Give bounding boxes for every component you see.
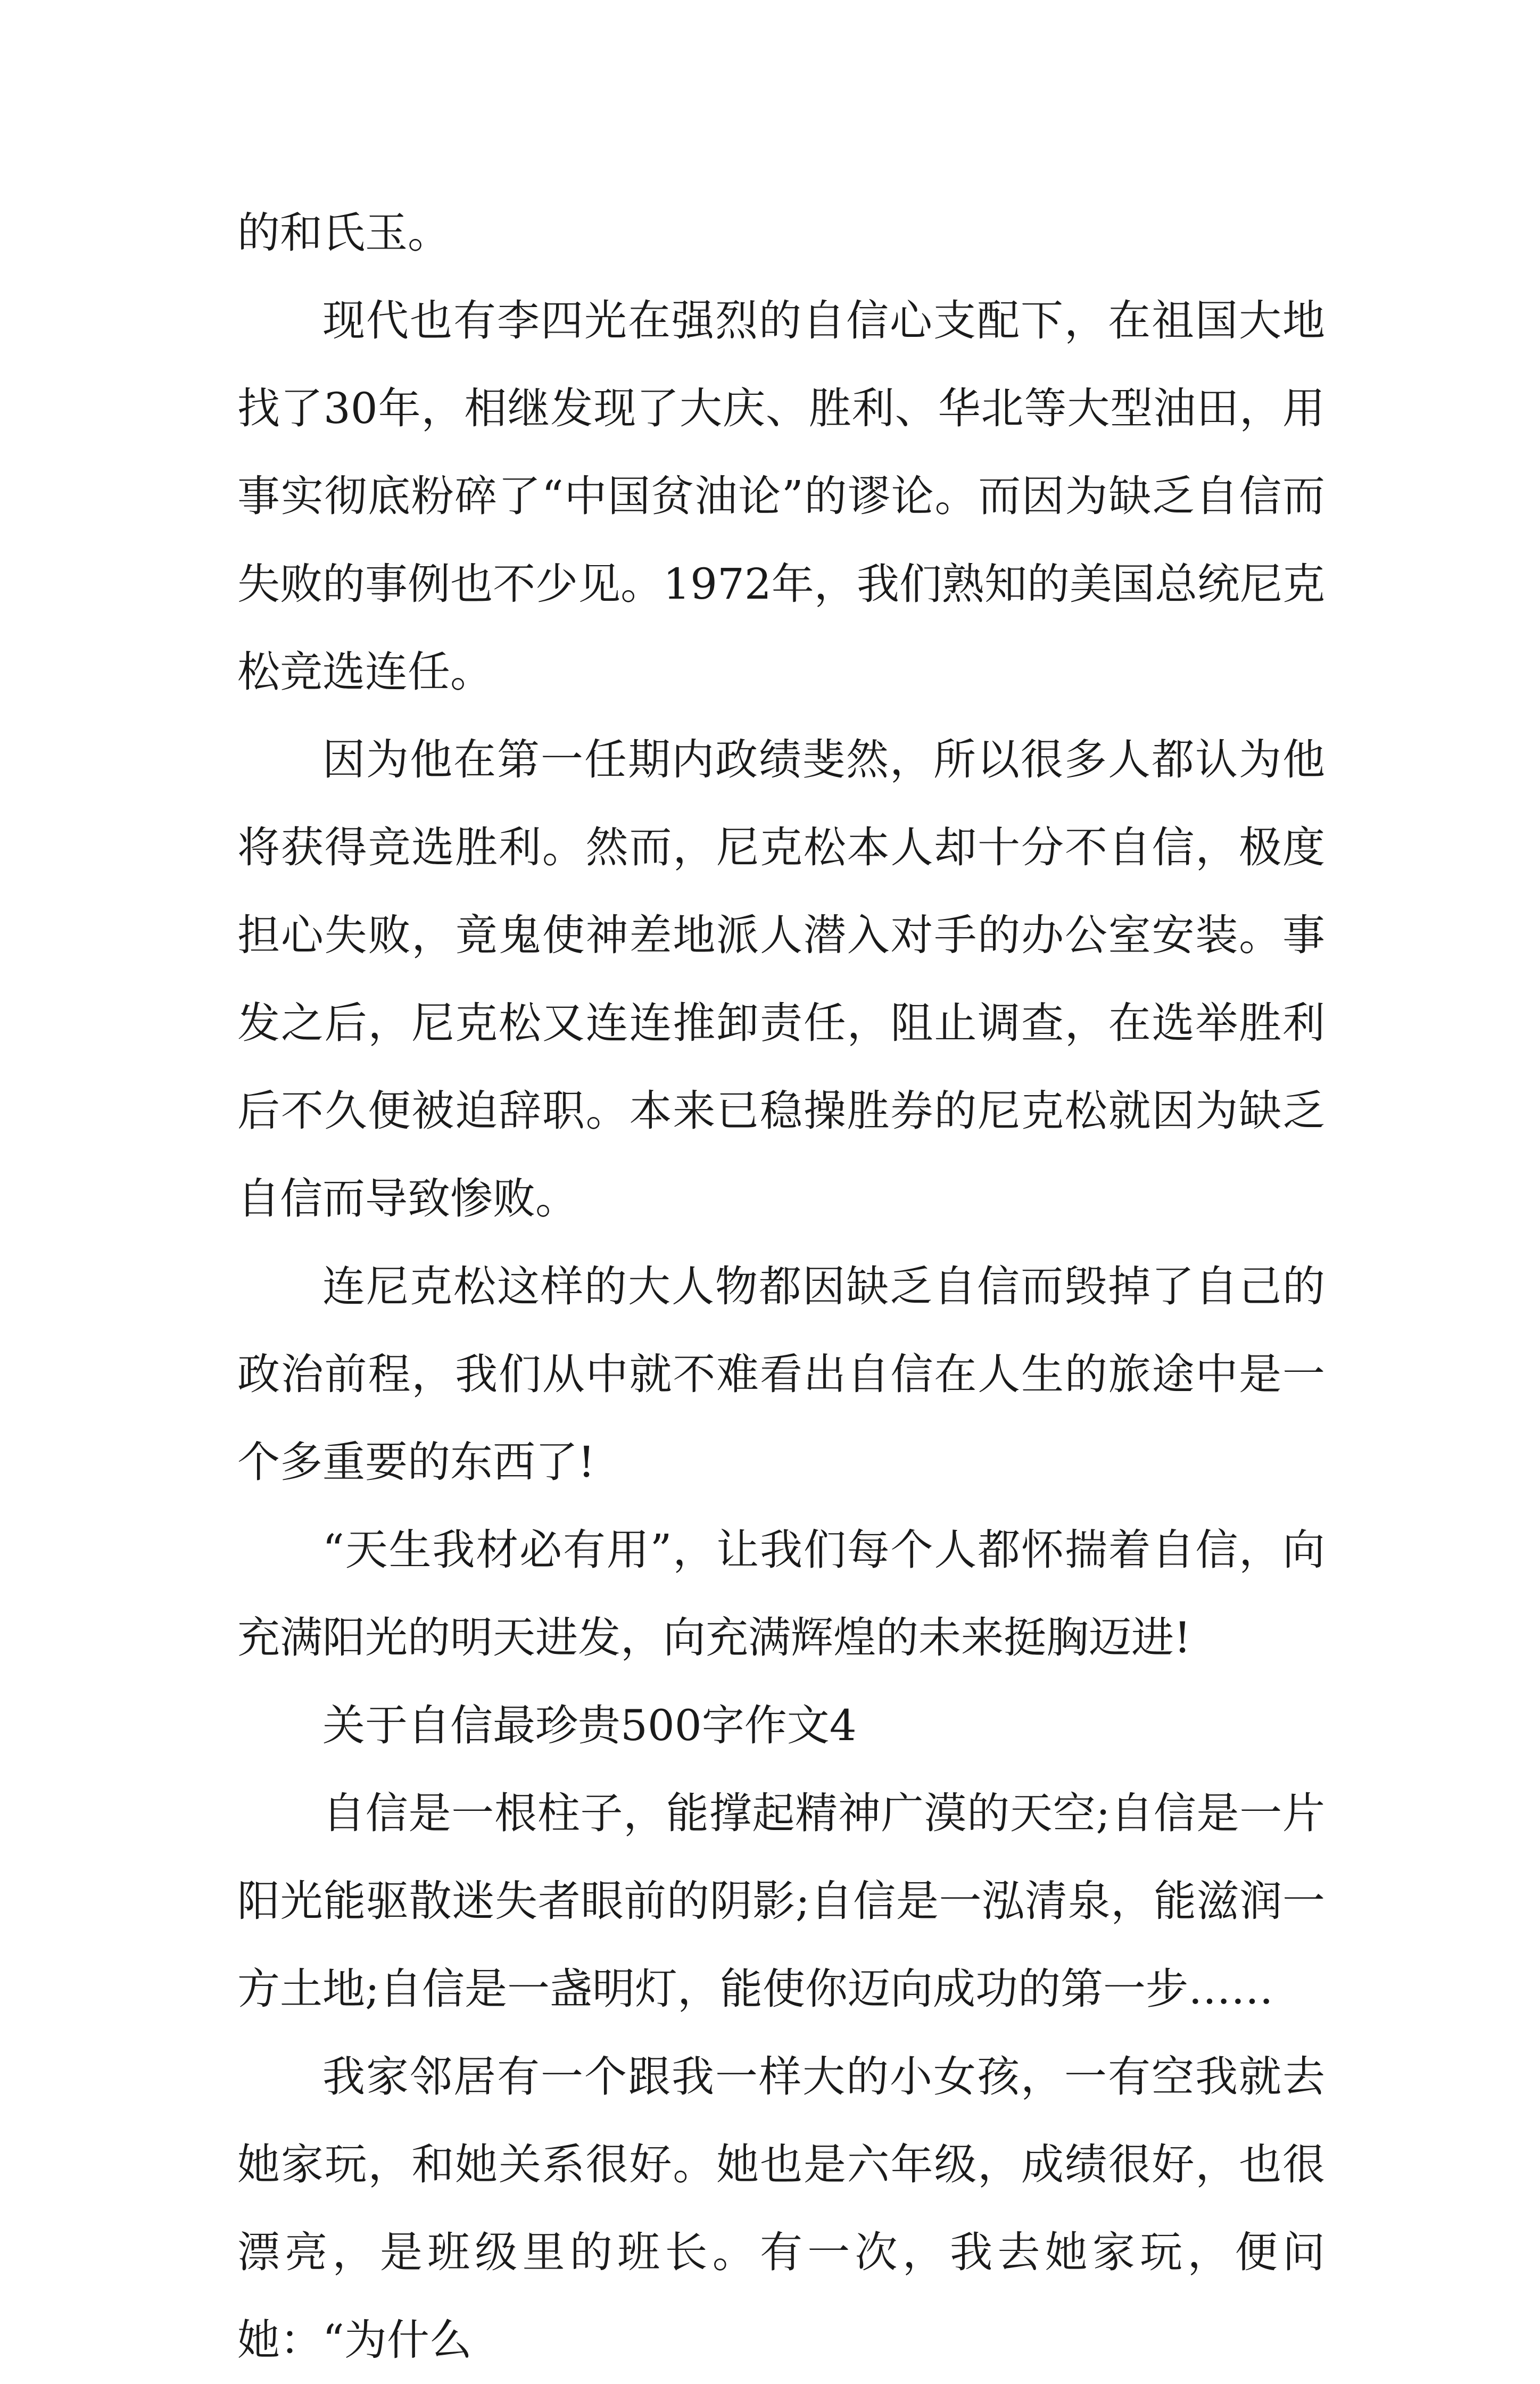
paragraph-li-siguang: 现代也有李四光在强烈的自信心支配下，在祖国大地找了30年，相继发现了大庆、胜利、华北等大型油田，用事实彻底粉碎了“中国贫油论”的谬论。而因为缺乏自信而失败的事例也不少见。1972年，我们熟知的美国总统尼克松竞选连任。 (237, 296, 1325, 697)
paragraph-nixon-election: 因为他在第一任期内政绩斐然，所以很多人都认为他将获得竞选胜利。然而，尼克松本人却十分不自信，极度担心失败，竟鬼使神差地派人潜入对手的办公室安装。事发之后，尼克松又连连推卸责任，阻止调查，在选举胜利后不久便被迫辞职。本来已稳操胜券的尼克松就因为缺乏自信而导致惨败。 (237, 735, 1325, 1223)
paragraph-continuation: 的和氏玉。 (237, 208, 450, 258)
paragraph-confidence-metaphors: 自信是一根柱子，能撑起精神广漠的天空;自信是一片阳光能驱散迷失者眼前的阴影;自信是一泓清泉，能滋润一方土地;自信是一盏明灯，能使你迈向成功的第一步…… (237, 1789, 1325, 2014)
essay-heading: 关于自信最珍贵500字作文4 (322, 1701, 857, 1750)
paragraph-nixon-lesson: 连尼克松这样的大人物都因缺乏自信而毁掉了自己的政治前程，我们从中就不难看出自信在人生的旅途中是一个多重要的东西了! (237, 1262, 1325, 1487)
paragraph-conclusion: “天生我材必有用”，让我们每个人都怀揣着自信，向充满阳光的明天进发，向充满辉煌的未来挺胸迈进! (237, 1525, 1325, 1662)
essay-body (237, 189, 1325, 2384)
paragraph-neighbor-girl: 我家邻居有一个跟我一样大的小女孩，一有空我就去她家玩，和她关系很好。她也是六年级，成绩很好，也很漂亮，是班级里的班长。有一次，我去她家玩，便问她：“为什么 (237, 2052, 1325, 2365)
